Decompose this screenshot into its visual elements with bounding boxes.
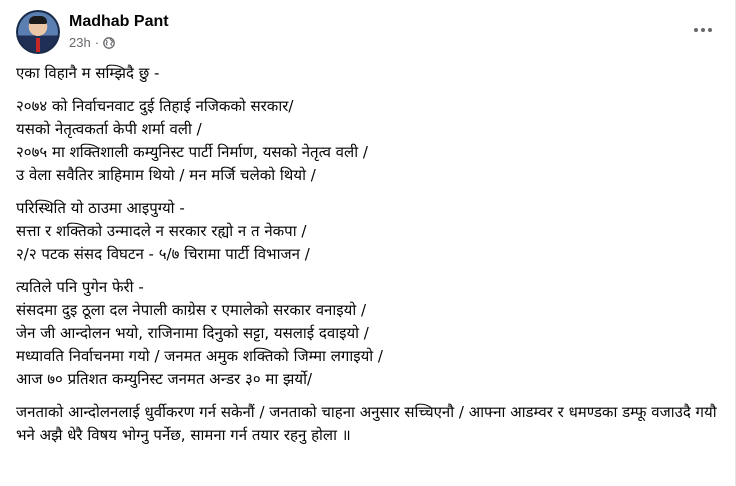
text-line: आज ७० प्रतिशत कम्युनिस्ट जनमत अन्डर ३० मा झर्यो/ — [16, 370, 313, 388]
post-text — [16, 62, 722, 457]
more-options-button[interactable] — [687, 14, 719, 46]
globe-icon[interactable] — [103, 37, 115, 49]
text-line: एका विहानै म सम्झिदै छु - — [16, 64, 160, 82]
text-line: जेन जी आन्दोलन भयो, राजिनामा दिनुको सट्टा, यसलाई दवाइयो / — [16, 324, 369, 342]
paragraph-1 — [16, 62, 722, 85]
post-subline — [69, 34, 169, 52]
paragraph-2 — [16, 95, 722, 187]
text-line: यसको नेतृत्वकर्ता केपी शर्मा वली / — [16, 120, 202, 138]
post-header — [16, 8, 169, 56]
author-name[interactable]: Madhab Pant — [69, 13, 169, 30]
text-line: २/२ पटक संसद विघटन - ५/७ चिरामा पार्टी विभाजन / — [16, 245, 310, 263]
text-line: जनताको आन्दोलनलाई धुर्वीकरण गर्न सकेनौं / जनताको चाहना अनुसार सच्चिएनौ / आफ्ना आडम्वर र धमण्डका डम्फू वजाउदै गयौ भने अझै धेरै विषय भोग्नु पर्नेछ, सामना गर्न तयार रहनु होला ॥ — [16, 403, 717, 444]
text-line: उ वेला सवैतिर त्राहिमाम थियो / मन मर्जि चलेको थियो / — [16, 166, 316, 184]
post-meta — [69, 12, 169, 52]
paragraph-4 — [16, 276, 722, 391]
text-line: २०७५ मा शक्तिशाली कम्युनिस्ट पार्टी निर्माण, यसको नेतृत्व वली / — [16, 143, 368, 161]
text-line: सत्ता र शक्तिको उन्मादले न सरकार रह्यो न त नेकपा / — [16, 222, 307, 240]
paragraph-3 — [16, 197, 722, 266]
more-horizontal-icon — [694, 28, 712, 32]
avatar[interactable] — [16, 10, 60, 54]
paragraph-5 — [16, 401, 722, 447]
text-line: त्यतिले पनि पुगेन फेरी - — [16, 278, 144, 296]
text-line: मध्यावति निर्वाचनमा गयो / जनमत अमुक शक्तिको जिम्मा लगाइयो / — [16, 347, 383, 365]
separator-dot: · — [94, 35, 100, 50]
text-line: २०७४ को निर्वाचनवाट दुई तिहाई नजिकको सरकार/ — [16, 97, 294, 115]
text-line: संसदमा दुइ ठूला दल नेपाली काग्रेस र एमालेको सरकार वनाइयो / — [16, 301, 367, 319]
post-timestamp[interactable]: 23h — [69, 35, 91, 50]
text-line: परिस्थिति यो ठाउमा आइपुग्यो - — [16, 199, 185, 217]
